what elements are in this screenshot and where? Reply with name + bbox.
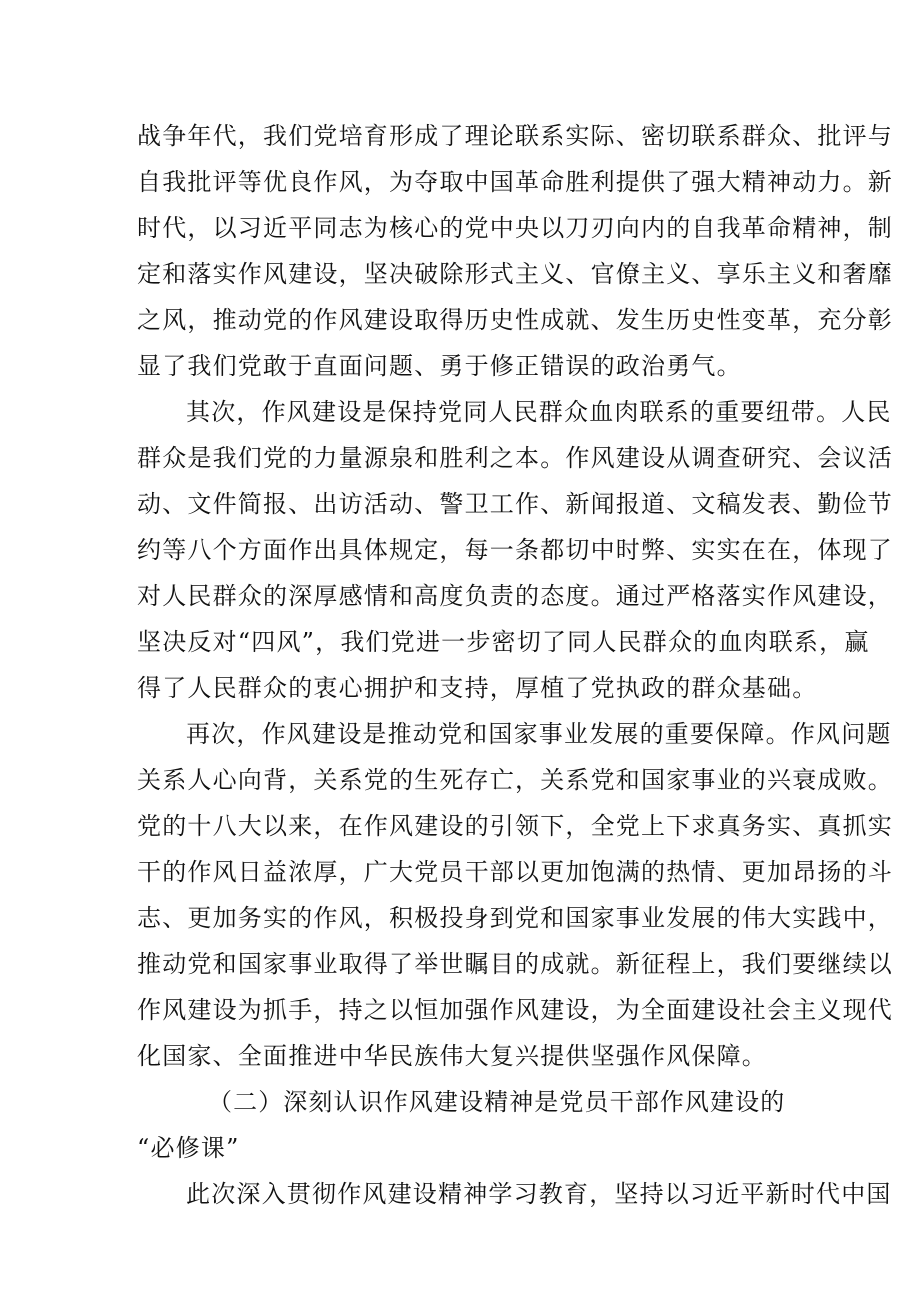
section-heading: （二）深刻认识作风建设精神是党员干部作风建设的 — [208, 1088, 786, 1116]
text-line-17: 干的作风日益浓厚，广大党员干部以更加饱满的热情、更加昂扬的斗 — [137, 858, 893, 886]
text-line-11: 对人民群众的深厚感情和高度负责的态度。通过严格落实作风建设， — [137, 582, 893, 610]
text-line-19: 推动党和国家事业取得了举世瞩目的成就。新征程上，我们要继续以 — [137, 950, 893, 978]
text-line-10: 约等八个方面作出具体规定，每一条都切中时弊、实实在在，体现了 — [137, 536, 893, 564]
text-line-20: 作风建设为抓手，持之以恒加强作风建设，为全面建设社会主义现代 — [137, 996, 893, 1024]
text-line-18: 志、更加务实的作风，积极投身到党和国家事业发展的伟大实践中， — [137, 904, 893, 932]
paragraph-second-first-line: 其次，作风建设是保持党同人民群众血肉联系的重要纽带。人民 — [186, 398, 892, 426]
text-line-4: 定和落实作风建设，坚决破除形式主义、官僚主义、享乐主义和奢靡 — [137, 260, 893, 288]
text-line-6: 显了我们党敢于直面问题、勇于修正错误的政治勇气。 — [137, 352, 742, 380]
text-line-13: 得了人民群众的衷心拥护和支持，厚植了党执政的群众基础。 — [137, 674, 818, 702]
text-line-21: 化国家、全面推进中华民族伟大复兴提供坚强作风保障。 — [137, 1042, 767, 1070]
text-line-15: 关系人心向背，关系党的生死存亡，关系党和国家事业的兴衰成败。 — [137, 766, 893, 794]
text-line-16: 党的十八大以来，在作风建设的引领下，全党上下求真务实、真抓实 — [137, 812, 893, 840]
text-line-2: 自我批评等优良作风，为夺取中国革命胜利提供了强大精神动力。新 — [137, 168, 893, 196]
text-line-9: 动、文件简报、出访活动、警卫工作、新闻报道、文稿发表、勤俭节 — [137, 490, 893, 518]
text-line-12: 坚决反对“四风”，我们党进一步密切了同人民群众的血肉联系，赢 — [137, 628, 870, 656]
text-line-8: 群众是我们党的力量源泉和胜利之本。作风建设从调查研究、会议活 — [137, 444, 893, 472]
paragraph-third-first-line: 再次，作风建设是推动党和国家事业发展的重要保障。作风问题 — [186, 720, 892, 748]
paragraph-fourth-first-line: 此次深入贯彻作风建设精神学习教育，坚持以习近平新时代中国 — [186, 1180, 892, 1208]
text-line-3: 时代，以习近平同志为核心的党中央以刀刃向内的自我革命精神，制 — [137, 214, 893, 242]
text-line-1: 战争年代，我们党培育形成了理论联系实际、密切联系群众、批评与 — [137, 122, 893, 150]
text-line-5: 之风，推动党的作风建设取得历史性成就、发生历史性变革，充分彰 — [137, 306, 893, 334]
section-heading-continuation: “必修课” — [137, 1134, 240, 1162]
